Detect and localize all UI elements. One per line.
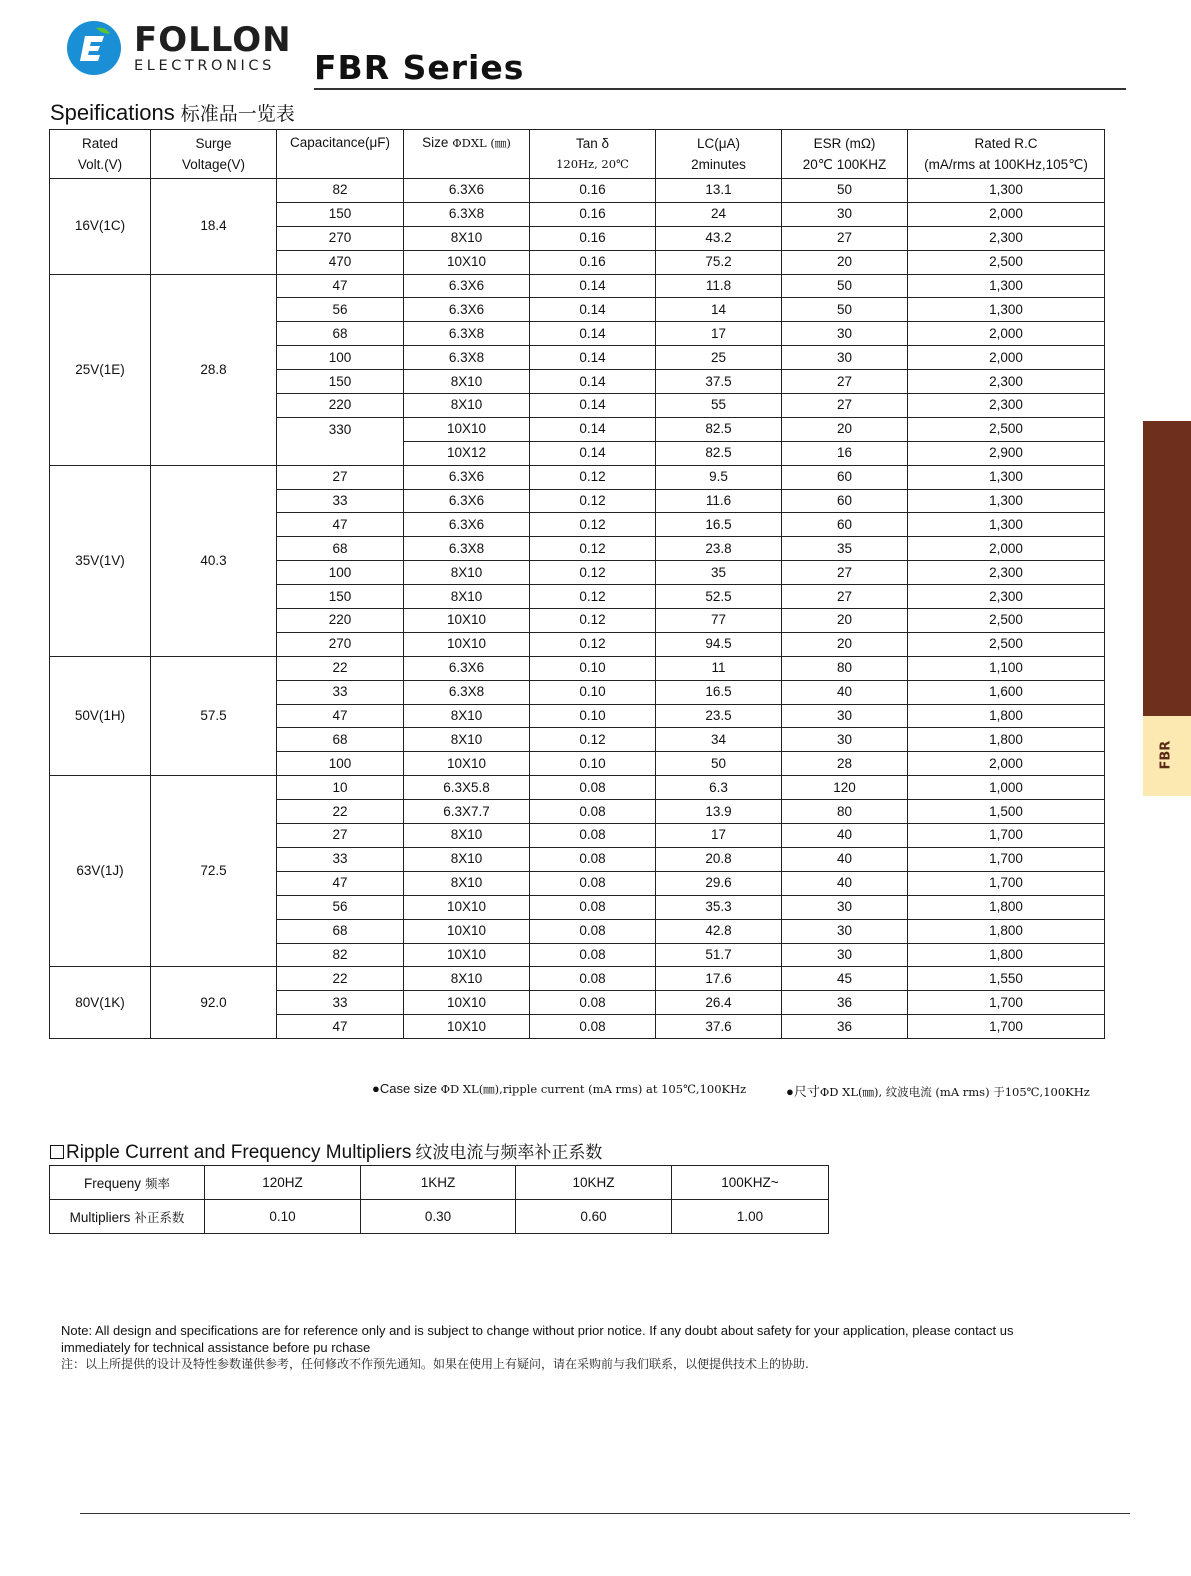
cell-capacitance: 22 <box>277 800 404 824</box>
header-esr: ESR (mΩ) 20℃ 100KHZ <box>782 130 908 179</box>
cell-rated-ripple-current: 1,800 <box>908 943 1105 967</box>
cell-esr: 20 <box>782 609 908 633</box>
cell-capacitance: 100 <box>277 561 404 585</box>
cell-tan-delta: 0.10 <box>530 680 656 704</box>
cell-tan-delta: 0.12 <box>530 609 656 633</box>
cell-rated-ripple-current: 1,700 <box>908 871 1105 895</box>
spec-table <box>49 129 1105 1039</box>
cell-leakage-current: 34 <box>656 728 782 752</box>
cell-rated-ripple-current: 1,800 <box>908 919 1105 943</box>
cell-tan-delta: 0.16 <box>530 179 656 203</box>
cell-capacitance: 82 <box>277 943 404 967</box>
cell-rated-ripple-current: 1,700 <box>908 1015 1105 1039</box>
cell-size: 6.3X6 <box>404 465 530 489</box>
cell-rated-ripple-current: 2,000 <box>908 202 1105 226</box>
cell-size: 10X10 <box>404 250 530 274</box>
cell-leakage-current: 9.5 <box>656 465 782 489</box>
cell-esr: 80 <box>782 800 908 824</box>
cell-tan-delta: 0.10 <box>530 656 656 680</box>
table-row <box>50 465 1105 489</box>
cell-capacitance: 150 <box>277 585 404 609</box>
cell-esr: 20 <box>782 417 908 441</box>
cell-tan-delta: 0.12 <box>530 465 656 489</box>
cell-rated-ripple-current: 2,000 <box>908 752 1105 776</box>
cell-rated-volt: 80V(1K) <box>50 967 151 1039</box>
disclaimer-en-line2: immediately for technical assistance before pu rchase <box>61 1340 371 1355</box>
header-divider <box>314 88 1126 90</box>
cell-rated-ripple-current: 2,000 <box>908 322 1105 346</box>
cell-leakage-current: 13.9 <box>656 800 782 824</box>
cell-rated-ripple-current: 1,300 <box>908 513 1105 537</box>
cell-leakage-current: 94.5 <box>656 632 782 656</box>
cell-size: 8X10 <box>404 704 530 728</box>
cell-tan-delta: 0.16 <box>530 202 656 226</box>
cell-esr: 27 <box>782 226 908 250</box>
cell-size: 6.3X5.8 <box>404 776 530 800</box>
header-rated-ripple-current: Rated R.C (mA/rms at 100KHz,105℃) <box>908 130 1105 179</box>
cell-size: 6.3X6 <box>404 513 530 537</box>
cell-surge-voltage: 92.0 <box>151 967 277 1039</box>
cell-tan-delta: 0.12 <box>530 489 656 513</box>
cell-surge-voltage: 18.4 <box>151 179 277 275</box>
cell-rated-ripple-current: 2,300 <box>908 226 1105 250</box>
cell-capacitance: 33 <box>277 680 404 704</box>
cell-rated-ripple-current: 2,000 <box>908 537 1105 561</box>
case-size-note-en: ●Case size ΦD XL(㎜),ripple current (mA rms) at 105℃,100KHz <box>372 1081 747 1096</box>
cell-leakage-current: 37.5 <box>656 370 782 394</box>
cell-tan-delta: 0.12 <box>530 728 656 752</box>
cell-tan-delta: 0.14 <box>530 417 656 441</box>
cell-tan-delta: 0.10 <box>530 752 656 776</box>
cell-leakage-current: 51.7 <box>656 943 782 967</box>
cell-capacitance: 100 <box>277 752 404 776</box>
cell-esr: 35 <box>782 537 908 561</box>
cell-size: 8X10 <box>404 847 530 871</box>
multiplier-label: Multipliers 补正系数 <box>50 1200 205 1234</box>
frequency-label: Frequeny 频率 <box>50 1166 205 1200</box>
cell-size: 8X10 <box>404 824 530 848</box>
header-size: Size ΦDXL (㎜) <box>404 130 530 179</box>
cell-size: 6.3X8 <box>404 680 530 704</box>
frequency-value: 100KHZ~ <box>672 1166 829 1200</box>
cell-leakage-current: 6.3 <box>656 776 782 800</box>
cell-rated-ripple-current: 1,300 <box>908 465 1105 489</box>
cell-rated-ripple-current: 1,300 <box>908 489 1105 513</box>
cell-tan-delta: 0.08 <box>530 991 656 1015</box>
header-capacitance: Capacitance(μF) <box>277 130 404 179</box>
cell-rated-ripple-current: 1,700 <box>908 824 1105 848</box>
checkbox-square-icon <box>50 1145 64 1159</box>
cell-size: 10X10 <box>404 752 530 776</box>
cell-capacitance: 10 <box>277 776 404 800</box>
cell-esr: 20 <box>782 250 908 274</box>
cell-tan-delta: 0.08 <box>530 943 656 967</box>
cell-esr: 30 <box>782 919 908 943</box>
cell-leakage-current: 13.1 <box>656 179 782 203</box>
cell-tan-delta: 0.14 <box>530 322 656 346</box>
cell-tan-delta: 0.14 <box>530 346 656 370</box>
cell-leakage-current: 50 <box>656 752 782 776</box>
cell-capacitance: 47 <box>277 513 404 537</box>
cell-esr: 27 <box>782 370 908 394</box>
cell-leakage-current: 82.5 <box>656 441 782 465</box>
cell-tan-delta: 0.08 <box>530 847 656 871</box>
spec-table-body <box>50 179 1105 1039</box>
cell-capacitance: 82 <box>277 179 404 203</box>
cell-capacitance: 56 <box>277 895 404 919</box>
cell-size: 10X10 <box>404 609 530 633</box>
cell-capacitance: 27 <box>277 824 404 848</box>
cell-capacitance: 220 <box>277 609 404 633</box>
side-tab-band <box>1143 421 1191 716</box>
cell-leakage-current: 52.5 <box>656 585 782 609</box>
cell-rated-ripple-current: 1,500 <box>908 800 1105 824</box>
cell-leakage-current: 29.6 <box>656 871 782 895</box>
cell-esr: 40 <box>782 824 908 848</box>
cell-tan-delta: 0.10 <box>530 704 656 728</box>
cell-rated-ripple-current: 1,100 <box>908 656 1105 680</box>
cell-capacitance: 68 <box>277 322 404 346</box>
cell-esr: 30 <box>782 346 908 370</box>
cell-rated-ripple-current: 1,000 <box>908 776 1105 800</box>
disclaimer-en-line1: Note: All design and specifications are for reference only and is subject to change without prior notice. If any doubt about safety for your application, please contact us <box>61 1323 1014 1338</box>
cell-capacitance: 68 <box>277 919 404 943</box>
multiplier-value: 1.00 <box>672 1200 829 1234</box>
cell-rated-ripple-current: 2,300 <box>908 394 1105 418</box>
cell-leakage-current: 20.8 <box>656 847 782 871</box>
cell-capacitance: 270 <box>277 226 404 250</box>
ripple-section-title: Ripple Current and Frequency Multipliers 纹波电流与频率补正系数 <box>50 1138 602 1164</box>
cell-leakage-current: 17.6 <box>656 967 782 991</box>
cell-esr: 50 <box>782 179 908 203</box>
cell-rated-ripple-current: 1,700 <box>908 847 1105 871</box>
cell-size: 8X10 <box>404 585 530 609</box>
cell-surge-voltage: 40.3 <box>151 465 277 656</box>
cell-tan-delta: 0.14 <box>530 441 656 465</box>
cell-leakage-current: 82.5 <box>656 417 782 441</box>
cell-leakage-current: 11.8 <box>656 274 782 298</box>
cell-leakage-current: 14 <box>656 298 782 322</box>
cell-size: 6.3X6 <box>404 489 530 513</box>
cell-tan-delta: 0.12 <box>530 513 656 537</box>
cell-leakage-current: 17 <box>656 322 782 346</box>
cell-esr: 60 <box>782 465 908 489</box>
cell-rated-ripple-current: 1,800 <box>908 728 1105 752</box>
cell-leakage-current: 23.8 <box>656 537 782 561</box>
cell-rated-ripple-current: 1,300 <box>908 179 1105 203</box>
table-row <box>50 656 1105 680</box>
cell-capacitance: 68 <box>277 728 404 752</box>
cell-esr: 30 <box>782 728 908 752</box>
cell-rated-ripple-current: 2,300 <box>908 585 1105 609</box>
cell-tan-delta: 0.08 <box>530 919 656 943</box>
cell-tan-delta: 0.08 <box>530 895 656 919</box>
cell-esr: 45 <box>782 967 908 991</box>
header-leakage-current: LC(μA) 2minutes <box>656 130 782 179</box>
frequency-value: 10KHZ <box>516 1166 672 1200</box>
cell-esr: 60 <box>782 513 908 537</box>
cell-leakage-current: 43.2 <box>656 226 782 250</box>
header-surge-voltage: Surge Voltage(V) <box>151 130 277 179</box>
cell-size: 6.3X6 <box>404 656 530 680</box>
table-row <box>50 967 1105 991</box>
cell-rated-ripple-current: 2,300 <box>908 561 1105 585</box>
cell-size: 8X10 <box>404 728 530 752</box>
cell-rated-volt: 25V(1E) <box>50 274 151 465</box>
cell-size: 10X10 <box>404 919 530 943</box>
cell-leakage-current: 42.8 <box>656 919 782 943</box>
cell-surge-voltage: 72.5 <box>151 776 277 967</box>
cell-esr: 30 <box>782 322 908 346</box>
cell-esr: 30 <box>782 943 908 967</box>
cell-esr: 27 <box>782 585 908 609</box>
cell-esr: 120 <box>782 776 908 800</box>
cell-esr: 28 <box>782 752 908 776</box>
cell-size: 10X10 <box>404 991 530 1015</box>
cell-capacitance: 33 <box>277 489 404 513</box>
cell-rated-volt: 63V(1J) <box>50 776 151 967</box>
cell-tan-delta: 0.08 <box>530 1015 656 1039</box>
cell-capacitance: 22 <box>277 656 404 680</box>
cell-size: 8X10 <box>404 394 530 418</box>
cell-leakage-current: 17 <box>656 824 782 848</box>
cell-rated-ripple-current: 2,900 <box>908 441 1105 465</box>
cell-rated-volt: 35V(1V) <box>50 465 151 656</box>
brand-subtitle: ELECTRONICS <box>134 58 275 74</box>
cell-leakage-current: 16.5 <box>656 680 782 704</box>
cell-tan-delta: 0.14 <box>530 274 656 298</box>
cell-tan-delta: 0.14 <box>530 298 656 322</box>
cell-size: 10X10 <box>404 1015 530 1039</box>
cell-esr: 36 <box>782 1015 908 1039</box>
cell-surge-voltage: 57.5 <box>151 656 277 775</box>
cell-rated-ripple-current: 2,500 <box>908 632 1105 656</box>
cell-esr: 36 <box>782 991 908 1015</box>
cell-size: 10X10 <box>404 417 530 441</box>
multiplier-value: 0.60 <box>516 1200 672 1234</box>
cell-surge-voltage: 28.8 <box>151 274 277 465</box>
cell-esr: 27 <box>782 394 908 418</box>
cell-size: 8X10 <box>404 226 530 250</box>
cell-rated-ripple-current: 2,500 <box>908 417 1105 441</box>
cell-rated-ripple-current: 2,300 <box>908 370 1105 394</box>
side-tab-label: FBR <box>1158 740 1174 770</box>
ripple-multiplier-row <box>50 1200 829 1234</box>
cell-esr: 30 <box>782 704 908 728</box>
cell-leakage-current: 75.2 <box>656 250 782 274</box>
cell-esr: 60 <box>782 489 908 513</box>
cell-capacitance: 27 <box>277 465 404 489</box>
header-tan-delta: Tan δ 120Hz, 20℃ <box>530 130 656 179</box>
cell-leakage-current: 11 <box>656 656 782 680</box>
case-size-note-cn: ●尺寸ΦD XL(㎜), 纹波电流 (mA rms) 于105℃,100KHz <box>786 1084 1090 1099</box>
cell-capacitance: 22 <box>277 967 404 991</box>
cell-leakage-current: 25 <box>656 346 782 370</box>
brand-name: FOLLON <box>134 20 292 60</box>
section-title-en: Speifications <box>50 100 175 125</box>
cell-rated-volt: 16V(1C) <box>50 179 151 275</box>
cell-size: 6.3X6 <box>404 274 530 298</box>
cell-tan-delta: 0.08 <box>530 824 656 848</box>
cell-capacitance: 100 <box>277 346 404 370</box>
cell-tan-delta: 0.08 <box>530 967 656 991</box>
table-row <box>50 776 1105 800</box>
cell-rated-volt: 50V(1H) <box>50 656 151 775</box>
cell-size: 6.3X8 <box>404 346 530 370</box>
cell-tan-delta: 0.16 <box>530 250 656 274</box>
cell-leakage-current: 35 <box>656 561 782 585</box>
ripple-multiplier-table <box>49 1165 829 1234</box>
cell-capacitance: 150 <box>277 202 404 226</box>
cell-capacitance: 150 <box>277 370 404 394</box>
cell-rated-ripple-current: 1,300 <box>908 274 1105 298</box>
cell-esr: 40 <box>782 871 908 895</box>
cell-capacitance: 47 <box>277 704 404 728</box>
cell-size: 6.3X8 <box>404 537 530 561</box>
cell-esr: 27 <box>782 561 908 585</box>
cell-rated-ripple-current: 1,300 <box>908 298 1105 322</box>
disclaimer-cn: 注：以上所提供的设计及特性参数谨供参考，任何修改不作预先通知。如果在使用上有疑问，请在采购前与我们联系，以便提供技术上的协助. <box>61 1357 809 1371</box>
cell-size: 6.3X7.7 <box>404 800 530 824</box>
cell-esr: 40 <box>782 847 908 871</box>
cell-tan-delta: 0.12 <box>530 632 656 656</box>
cell-size: 6.3X6 <box>404 298 530 322</box>
cell-size: 6.3X8 <box>404 202 530 226</box>
cell-leakage-current: 23.5 <box>656 704 782 728</box>
cell-size: 10X10 <box>404 895 530 919</box>
footer-divider <box>80 1513 1130 1514</box>
cell-capacitance: 47 <box>277 871 404 895</box>
cell-capacitance: 47 <box>277 274 404 298</box>
cell-capacitance: 33 <box>277 991 404 1015</box>
cell-capacitance: 56 <box>277 298 404 322</box>
cell-capacitance: 270 <box>277 632 404 656</box>
cell-capacitance: 330 <box>277 417 404 465</box>
cell-rated-ripple-current: 1,700 <box>908 991 1105 1015</box>
cell-leakage-current: 11.6 <box>656 489 782 513</box>
section-title-cn: 标准品一览表 <box>180 103 295 125</box>
cell-esr: 80 <box>782 656 908 680</box>
brand <box>134 22 292 74</box>
cell-tan-delta: 0.08 <box>530 871 656 895</box>
cell-leakage-current: 24 <box>656 202 782 226</box>
cell-size: 10X10 <box>404 943 530 967</box>
cell-capacitance: 470 <box>277 250 404 274</box>
cell-tan-delta: 0.12 <box>530 537 656 561</box>
cell-esr: 50 <box>782 274 908 298</box>
cell-leakage-current: 77 <box>656 609 782 633</box>
cell-leakage-current: 16.5 <box>656 513 782 537</box>
cell-leakage-current: 37.6 <box>656 1015 782 1039</box>
multiplier-value: 0.10 <box>205 1200 361 1234</box>
cell-esr: 20 <box>782 632 908 656</box>
cell-tan-delta: 0.16 <box>530 226 656 250</box>
cell-tan-delta: 0.08 <box>530 800 656 824</box>
cell-tan-delta: 0.08 <box>530 776 656 800</box>
cell-esr: 50 <box>782 298 908 322</box>
cell-size: 8X10 <box>404 370 530 394</box>
cell-tan-delta: 0.14 <box>530 394 656 418</box>
cell-leakage-current: 35.3 <box>656 895 782 919</box>
ripple-frequency-row <box>50 1166 829 1200</box>
cell-size: 8X10 <box>404 967 530 991</box>
cell-rated-ripple-current: 1,800 <box>908 895 1105 919</box>
follon-logo-icon <box>66 20 122 76</box>
cell-esr: 16 <box>782 441 908 465</box>
cell-leakage-current: 26.4 <box>656 991 782 1015</box>
cell-esr: 40 <box>782 680 908 704</box>
cell-size: 10X12 <box>404 441 530 465</box>
cell-size: 8X10 <box>404 871 530 895</box>
cell-rated-ripple-current: 1,550 <box>908 967 1105 991</box>
table-row <box>50 274 1105 298</box>
cell-tan-delta: 0.14 <box>530 370 656 394</box>
cell-capacitance: 220 <box>277 394 404 418</box>
cell-size: 6.3X8 <box>404 322 530 346</box>
cell-capacitance: 47 <box>277 1015 404 1039</box>
cell-rated-ripple-current: 2,500 <box>908 250 1105 274</box>
table-row <box>50 179 1105 203</box>
cell-rated-ripple-current: 1,600 <box>908 680 1105 704</box>
cell-capacitance: 68 <box>277 537 404 561</box>
cell-rated-ripple-current: 2,500 <box>908 609 1105 633</box>
series-title: FBR Series <box>314 48 525 87</box>
frequency-value: 1KHZ <box>361 1166 516 1200</box>
cell-size: 8X10 <box>404 561 530 585</box>
cell-esr: 30 <box>782 202 908 226</box>
multiplier-value: 0.30 <box>361 1200 516 1234</box>
spec-table-header <box>50 130 1105 179</box>
header-rated-volt: Rated Volt.(V) <box>50 130 151 179</box>
cell-rated-ripple-current: 1,800 <box>908 704 1105 728</box>
cell-tan-delta: 0.12 <box>530 561 656 585</box>
frequency-value: 120HZ <box>205 1166 361 1200</box>
cell-rated-ripple-current: 2,000 <box>908 346 1105 370</box>
cell-tan-delta: 0.12 <box>530 585 656 609</box>
disclaimer <box>61 1322 1091 1373</box>
cell-capacitance: 33 <box>277 847 404 871</box>
cell-size: 6.3X6 <box>404 179 530 203</box>
cell-size: 10X10 <box>404 632 530 656</box>
cell-esr: 30 <box>782 895 908 919</box>
cell-leakage-current: 55 <box>656 394 782 418</box>
section-title <box>50 99 295 126</box>
